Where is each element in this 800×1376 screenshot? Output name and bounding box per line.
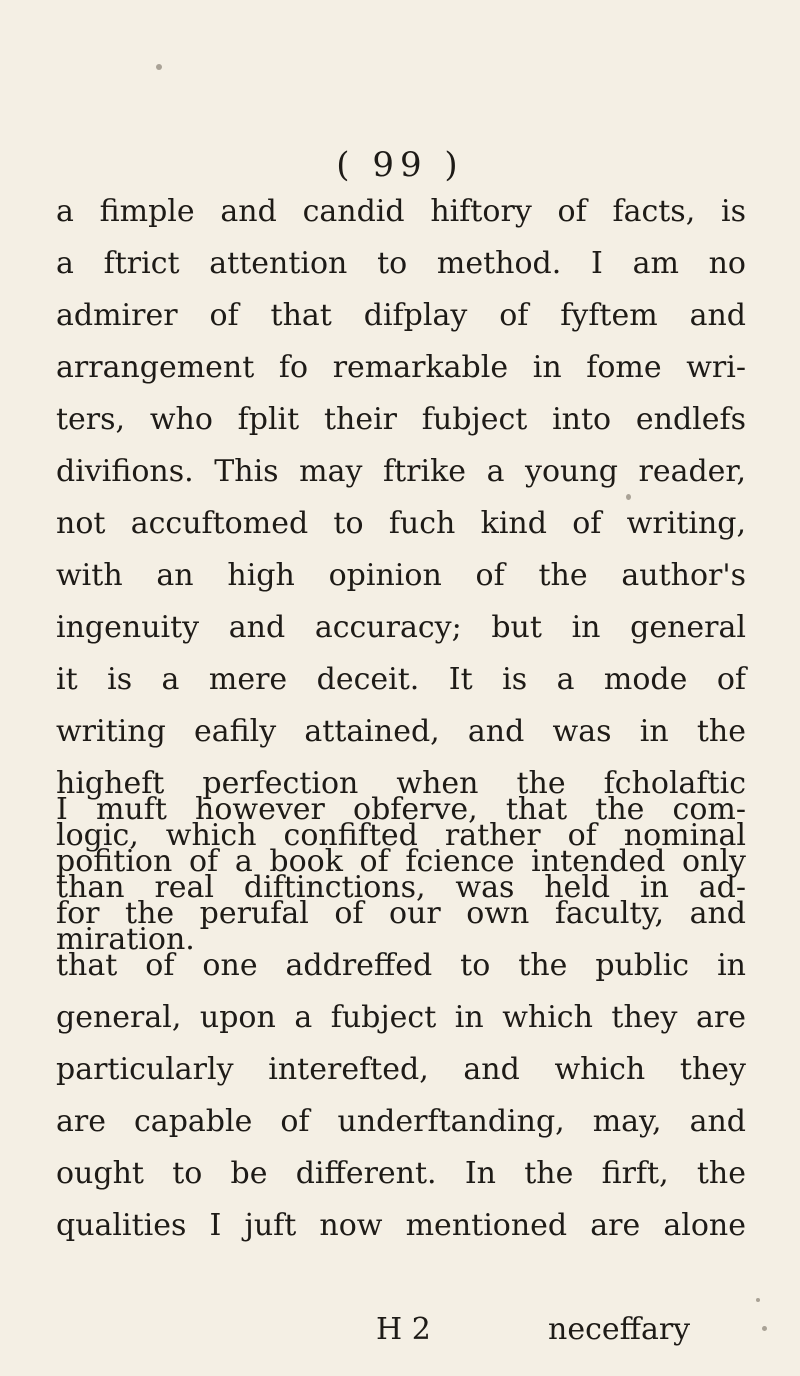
paper-speck	[756, 1298, 760, 1302]
text-line: admirer of that difplay of fyftem and	[56, 298, 746, 333]
paper-speck	[156, 64, 162, 70]
page-footer	[0, 1305, 800, 1355]
text-line: miration.	[56, 922, 195, 957]
text-line: for the perufal of our own faculty, and	[56, 896, 746, 931]
text-line: a ftrict attention to method. I am no	[56, 246, 746, 281]
text-line: writing eafily attained, and was in the	[56, 714, 746, 749]
text-line: not accuftomed to fuch kind of writing,	[56, 506, 746, 541]
text-line: arrangement fo remarkable in fome wri-	[56, 350, 746, 385]
text-line: ought to be different. In the firft, the	[56, 1156, 746, 1191]
signature-mark: H 2	[376, 1312, 431, 1347]
text-line: than real diftinctions, was held in ad-	[56, 870, 746, 905]
text-line: higheft perfection when the fcholaftic	[56, 766, 746, 801]
catchword: neceffary	[548, 1312, 691, 1347]
text-line: ingenuity and accuracy; but in general	[56, 610, 746, 645]
paragraph-2	[56, 784, 746, 1252]
text-line: that of one addreffed to the public in	[56, 948, 746, 983]
text-line: ters, who fplit their fubject into endlefs	[56, 402, 746, 437]
text-line: logic, which confifted rather of nominal	[56, 818, 746, 853]
text-line: are capable of underftanding, may, and	[56, 1104, 746, 1139]
page-number: ( 99 )	[336, 145, 464, 185]
text-line: a fimple and candid hiftory of facts, is	[56, 194, 746, 229]
text-line: pofition of a book of fcience intended only	[56, 844, 746, 879]
paper-speck	[626, 494, 631, 500]
text-line: particularly interefted, and which they	[56, 1052, 746, 1087]
text-line: divifions. This may ftrike a young reader,	[56, 454, 746, 489]
text-line: with an high opinion of the author's	[56, 558, 746, 593]
text-line: it is a mere deceit. It is a mode of	[56, 662, 746, 697]
paper-speck	[762, 1326, 767, 1331]
text-line: I muft however obferve, that the com-	[56, 792, 746, 827]
text-line: qualities I juft now mentioned are alone	[56, 1208, 746, 1243]
text-line: general, upon a fubject in which they are	[56, 1000, 746, 1035]
